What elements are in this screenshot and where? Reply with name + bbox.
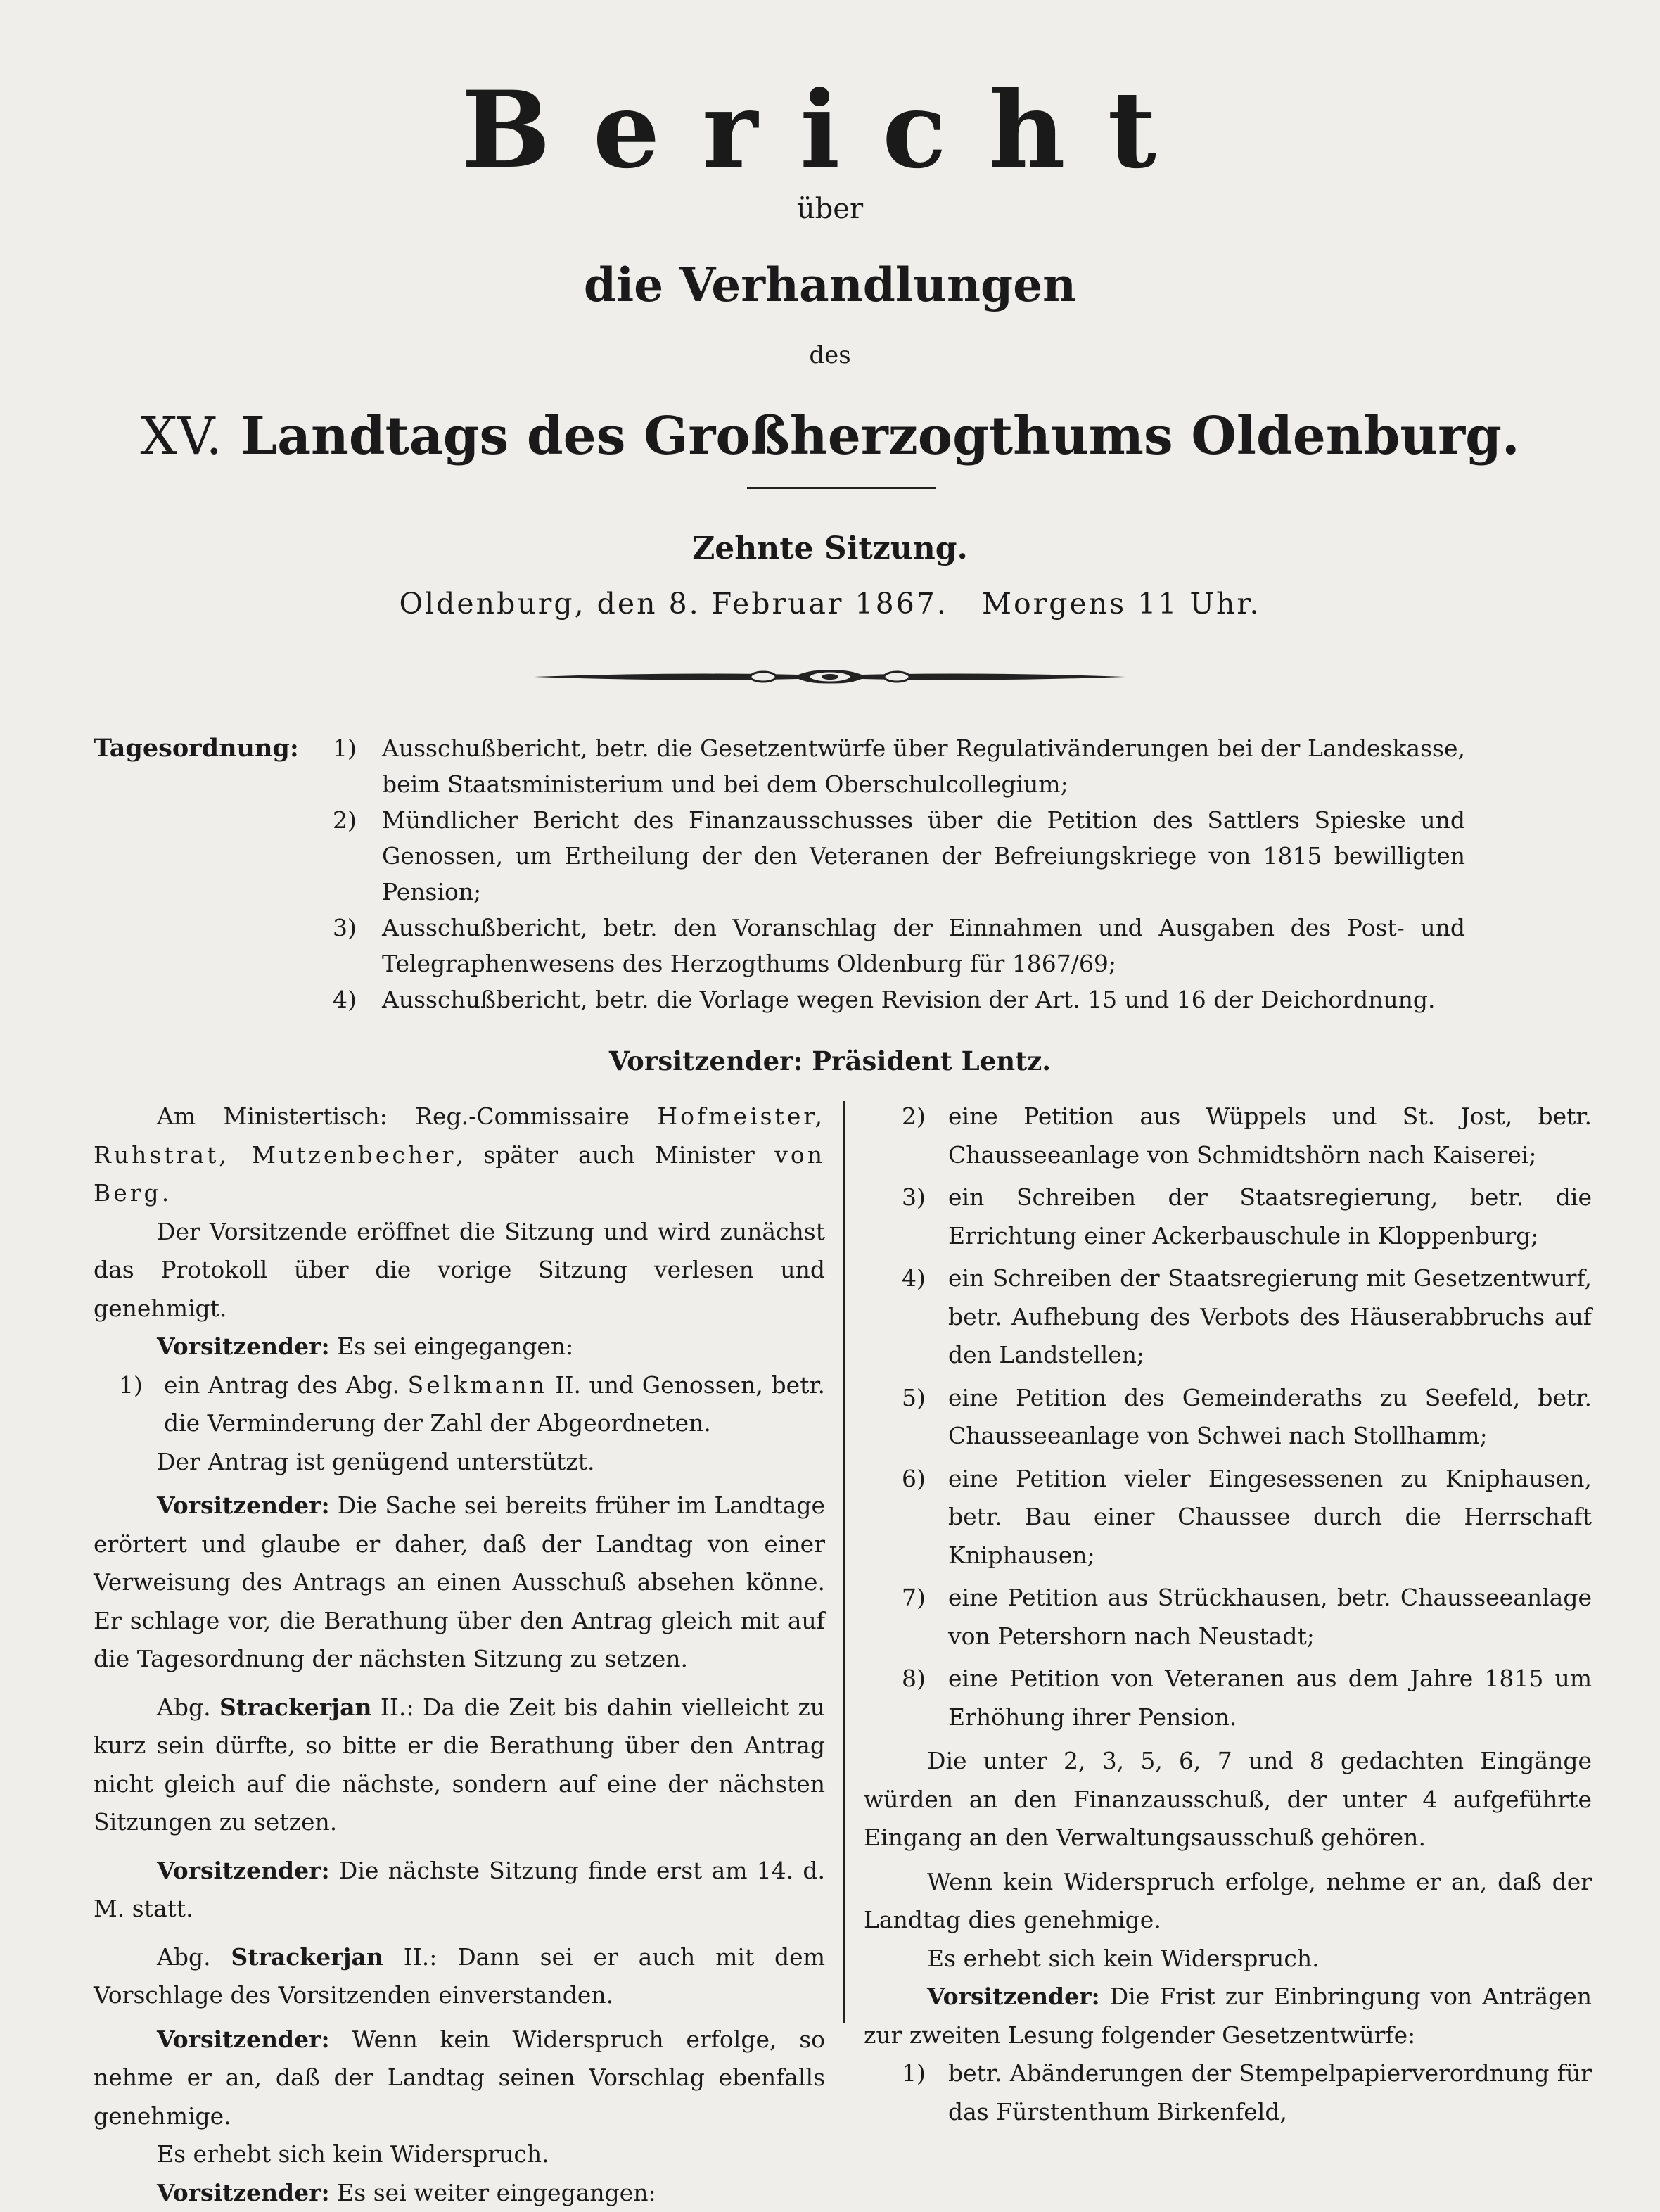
text-run: Die nächste Sitzung finde erst am 14. d. M. statt.: [94, 1857, 825, 1923]
item-text: betr. Abänderungen der Stempelpapierverordnung für das Fürstenthum Birkenfeld,: [948, 2059, 1592, 2125]
paragraph: Der Antrag ist genügend unterstützt.: [94, 1443, 825, 1482]
paragraph: [864, 1978, 1592, 2054]
agenda-item: [333, 981, 1465, 1017]
document-title: Bericht: [0, 67, 1660, 193]
paragraph: [94, 2174, 825, 2212]
name-spaced: von Berg: [94, 1141, 825, 1207]
paragraph: Wenn kein Widerspruch erfolge, nehme er an, daß der Landtag dies genehmige.: [864, 1863, 1592, 1940]
paragraph: Es erhebt sich kein Widerspruch.: [864, 1940, 1592, 1978]
item-number: 8): [902, 1660, 926, 1698]
text-run: Die Frist zur Einbringung von Anträgen zur zweiten Lesung folgender Gesetzentwürfe:: [864, 1983, 1592, 2049]
agenda-item: [333, 910, 1465, 981]
names-spaced: Hofmeister, Ruhstrat, Mutzenbecher: [94, 1102, 825, 1169]
item-text: eine Petition aus Wüppels und St. Jost, betr. Chausseeanlage von Schmidtshörn nach Kaiserei;: [948, 1102, 1592, 1169]
paragraph: [94, 2021, 825, 2136]
agenda-item-text: Mündlicher Bericht des Finanzausschusses über die Petition des Sattlers Spieske und Genossen, um Ertheilung der den Veteranen der Befreiungskriege von 1815 bewilligten Pension;: [382, 806, 1465, 905]
paragraph: [94, 1328, 825, 1366]
left-column: [94, 1098, 825, 2212]
agenda-item-text: Ausschußbericht, betr. den Voranschlag der Einnahmen und Ausgaben des Post- und Telegraphenwesens des Herzogthums Oldenburg für 1867/69;: [382, 914, 1465, 977]
paragraph: Der Vorsitzende eröffnet die Sitzung und wird zunächst das Protokoll über die vorige Sitzung verlesen und genehmigt.: [94, 1213, 825, 1328]
paragraph: [94, 1487, 825, 1679]
presiding-officer: Vorsitzender: Präsident Lentz.: [0, 1041, 1660, 1081]
agenda-item: [333, 730, 1465, 802]
agenda-list: [333, 730, 1465, 1017]
paragraph: [94, 1852, 825, 1928]
text-run: Wenn kein Widerspruch erfolge, so nehme er an, daß der Landtag seinen Vorschlag ebenfalls genehmige.: [94, 2026, 825, 2130]
speaker-label: Vorsitzender:: [157, 1492, 330, 1519]
column-divider: [843, 1101, 845, 2023]
item-number: 1): [902, 2054, 926, 2093]
speaker-label: Vorsitzender:: [157, 2026, 330, 2053]
incoming-item: [94, 1366, 825, 1443]
text-run: Am Ministertisch: Reg.-Commissaire: [157, 1102, 657, 1130]
incoming-item: [864, 1660, 1592, 1736]
text-run: II.: Dann sei er auch mit dem Vorschlage des Vorsitzenden einverstanden.: [94, 1943, 825, 2009]
landtag-name: Landtags des Großherzogthums Oldenburg.: [241, 406, 1520, 466]
session-date-line: Oldenburg, den 8. Februar 1867. Morgens 11 Uhr.: [0, 584, 1660, 623]
speaker-label: Vorsitzender:: [157, 2179, 330, 2206]
ornament-divider-icon: [531, 665, 1129, 689]
item-number: 2): [902, 1098, 926, 1136]
agenda-item-number: 4): [333, 981, 357, 1017]
item-text: eine Petition vieler Eingesessenen zu Kniphausen, betr. Bau einer Chaussee durch die Herrschaft Kniphausen;: [948, 1465, 1592, 1569]
item-number: 7): [902, 1579, 926, 1617]
landtag-number: XV.: [140, 406, 222, 466]
agenda-item-number: 1): [333, 730, 357, 766]
session-heading: Zehnte Sitzung.: [0, 528, 1660, 570]
incoming-item: [864, 1259, 1592, 1375]
speaker-name: Strackerjan: [231, 1943, 383, 1971]
item-number: 6): [902, 1460, 926, 1499]
text-run: II. und Genossen, betr. die Verminderung der Zahl der Abgeordneten.: [164, 1371, 825, 1437]
title-rule: [747, 487, 936, 489]
text-run: , später auch Minister: [456, 1141, 774, 1169]
item-text: ein Schreiben der Staatsregierung mit Gesetzentwurf, betr. Aufhebung des Verbots des Häuserabbruchs auf den Landstellen;: [948, 1264, 1592, 1368]
text-run: Die Sache sei bereits früher im Landtage erörtert und glaube er daher, daß der Landtag von einer Verweisung des Antrags an einen Ausschuß absehen könne. Er schlage vor, die Berathung über den Antrag gleich mit auf die Tagesordnung der nächsten Sitzung zu setzen.: [94, 1492, 825, 1672]
item-number: 1): [119, 1366, 143, 1405]
text-run: ein Antrag des Abg.: [164, 1371, 408, 1399]
item-text: eine Petition von Veteranen aus dem Jahre 1815 um Erhöhung ihrer Pension.: [948, 1665, 1592, 1731]
title-uber: über: [0, 191, 1660, 227]
incoming-item: [864, 1098, 1592, 1174]
incoming-item: [864, 1379, 1592, 1456]
title-des: des: [0, 338, 1660, 373]
agenda-label: Tagesordnung:: [94, 730, 299, 766]
agenda-item-number: 3): [333, 910, 357, 946]
text-run: Abg.: [157, 1693, 219, 1721]
paragraph: Die unter 2, 3, 5, 6, 7 und 8 gedachten Eingänge würden an den Finanzausschuß, der unter 4 aufgeführte Eingang an den Verwaltungsausschuß gehören.: [864, 1742, 1592, 1857]
ministers-present: [94, 1098, 825, 1213]
right-column: [864, 1098, 1592, 2135]
speaker-label: Vorsitzender:: [157, 1857, 330, 1884]
agenda-item: [333, 802, 1465, 910]
agenda-item-number: 2): [333, 802, 357, 838]
paragraph: [94, 1938, 825, 2015]
incoming-item: [864, 1579, 1592, 1655]
item-number: 3): [902, 1178, 926, 1217]
speaker-label: Vorsitzender:: [927, 1983, 1100, 2010]
name-spaced: Selkmann: [408, 1371, 547, 1399]
incoming-item: [864, 1460, 1592, 1575]
item-text: ein Schreiben der Staatsregierung, betr. die Errichtung einer Ackerbauschule in Kloppenburg;: [948, 1183, 1592, 1250]
item-number: 5): [902, 1379, 926, 1418]
text-run: Abg.: [157, 1943, 231, 1971]
speaker-label: Vorsitzender:: [157, 1333, 330, 1360]
speaker-name: Strackerjan: [219, 1693, 372, 1721]
item-text: eine Petition aus Strückhausen, betr. Chausseeanlage von Petershorn nach Neustadt;: [948, 1584, 1592, 1650]
law-item: [864, 2054, 1592, 2131]
title-verhandlungen: die Verhandlungen: [0, 257, 1660, 313]
paragraph: Es erhebt sich kein Widerspruch.: [94, 2135, 825, 2174]
agenda-item-text: Ausschußbericht, betr. die Vorlage wegen Revision der Art. 15 und 16 der Deichordnung.: [382, 986, 1436, 1013]
incoming-item: [864, 1178, 1592, 1255]
text-run: II.: Da die Zeit bis dahin vielleicht zu kurz sein dürfte, so bitte er die Berathung über den Antrag nicht gleich auf die nächste, sondern auf eine der nächsten Sitzungen zu setzen.: [94, 1693, 825, 1836]
item-number: 4): [902, 1259, 926, 1298]
agenda-item-text: Ausschußbericht, betr. die Gesetzentwürfe über Regulativänderungen bei der Landeskasse, beim Staatsministerium und bei dem Oberschulcollegium;: [382, 735, 1465, 798]
title-landtag: [0, 401, 1660, 471]
item-text: eine Petition des Gemeinderaths zu Seefeld, betr. Chausseeanlage von Schwei nach Stollhamm;: [948, 1384, 1592, 1450]
text-run: Es sei weiter eingegangen:: [330, 2179, 656, 2206]
text-run: .: [162, 1179, 170, 1207]
text-run: Es sei eingegangen:: [330, 1333, 574, 1360]
paragraph: [94, 1689, 825, 1842]
